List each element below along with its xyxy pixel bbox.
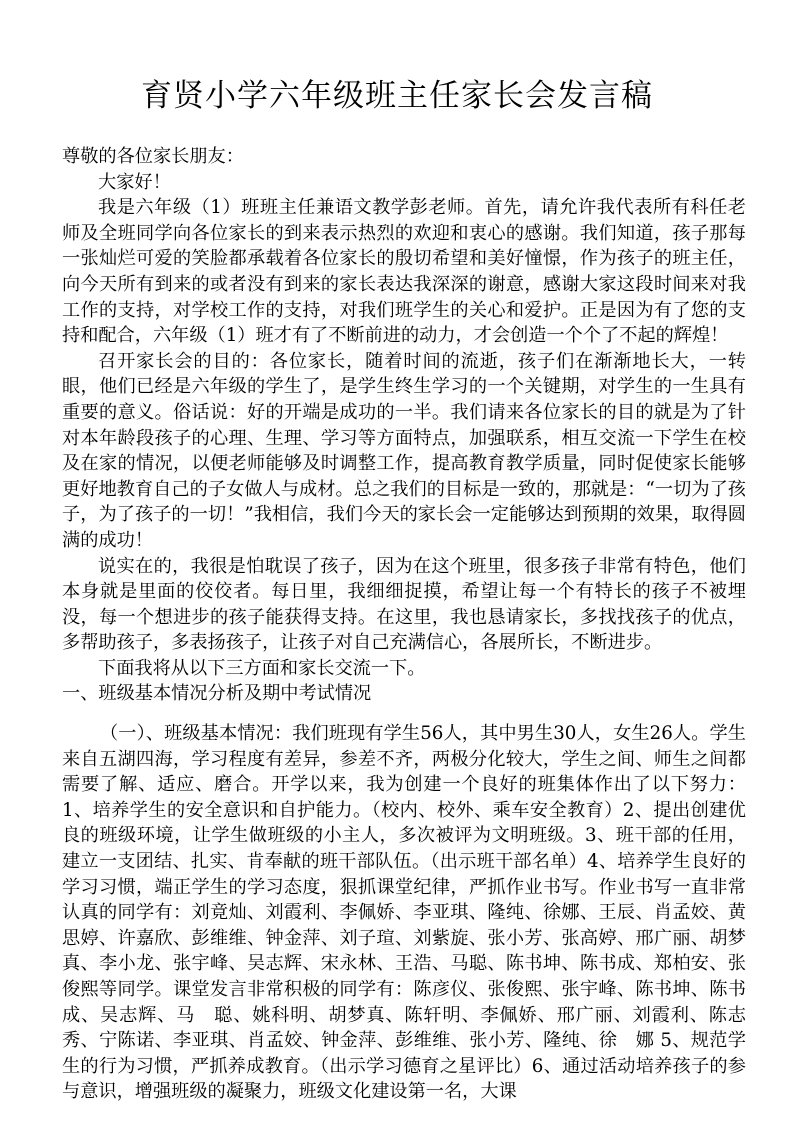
paragraph-honest: 说实在的，我很是怕耽误了孩子，因为在这个班里，很多孩子非常有特色，他们本身就是里面的佼佼者。每日里，我细细捉摸，希望让每一个有特长的孩子不被埋没，每一个想进步的孩子能获得支持。在这里，我也恳请家长，多找找孩子的优点，多帮助孩子，多表扬孩子，让孩子对自己充满信心，各展所长，不断进步。: [62, 555, 746, 654]
paragraph-transition: 下面我将从以下三方面和家长交流一下。: [98, 657, 426, 679]
paragraph-intro: 我是六年级（1）班班主任兼语文教学彭老师。首先，请允许我代表所有科任老师及全班同学向各位家长的到来表示热烈的欢迎和衷心的感谢。我们知道，孩子那每一张灿烂可爱的笑脸都承载着各位家长的殷切希望和美好憧憬，作为孩子的班主任，向今天所有到来的或者没有到来的家长表达我深深的谢意，感谢大家这段时间来对我工作的支持，对学校工作的支持，对我们班学生的关心和爱护。正是因为有了您的支持和配合，六年级（1）班才有了不断前进的动力，才会创造一个个了不起的辉煌！: [62, 197, 746, 347]
greeting: 大家好！: [98, 171, 171, 193]
document-title: 育贤小学六年级班主任家长会发言稿: [141, 78, 653, 114]
paragraph-purpose: 召开家长会的目的：各位家长，随着时间的流逝，孩子们在渐渐地长大，一转眼，他们已经是六年级的学生了，是学生终生学习的一个关键期，对学生的一生具有重要的意义。俗话说：好的开端是成功的一半。我们请来各位家长的目的就是为了针对本年龄段孩子的心理、生理、学习等方面特点，加强联系，相互交流一下学生在校及在家的情况，以便老师能够及时调整工作，提高教育教学质量，同时促使家长能够更好地教育自己的子女做人与成材。总之我们的目标是一致的，那就是：“一切为了孩子，为了孩子的一切！”我相信，我们今天的家长会一定能够达到预期的效果，取得圆满的成功！: [62, 350, 746, 551]
salutation: 尊敬的各位家长朋友：: [62, 146, 244, 167]
section-heading: 一、班级基本情况分析及期中考试情况: [62, 683, 372, 705]
paragraph-basic-situation: （一）、班级基本情况：我们班现有学生56人，其中男生30人，女生26人。学生来自五湖四海，学习程度有差异，参差不齐，两极分化较大，学生之间、师生之间都需要了解、适应、磨合。开学以来，我为创建一个良好的班集体作出了以下努力：1、培养学生的安全意识和自护能力。（校内、校外、乘车安全教育）2、提出创建优良的班级环境，让学生做班级的小主人，多次被评为文明班级。3、班干部的任用，建立一支团结、扎实、肯奉献的班干部队伍。（出示班干部名单）4、培养学生良好的学习习惯，端正学生的学习态度，狠抓课堂纪律，严抓作业书写。作业书写一直非常认真的同学有：刘竟灿、刘霞利、李佩娇、李亚琪、隆纯、徐娜、王辰、肖孟姣、黄思婷、许嘉欣、彭维维、钟金萍、刘子瑄、刘紫旋、张小芳、张高婷、邢广丽、胡梦真、李小龙、张宇峰、吴志辉、宋永林、王浩、马聪、陈书坤、陈书成、郑柏安、张俊熙等同学。课堂发言非常积极的同学有：陈彦仪、张俊熙、张宇峰、陈书坤、陈书成、吴志辉、马 聪、姚科明、胡梦真、陈轩明、李佩娇、邢广丽、刘霞利、陈志秀、宁陈诺、李亚琪、肖孟姣、钟金萍、彭维维、张小芳、隆纯、徐 娜 5、规范学生的行为习惯，严抓养成教育。（出示学习德育之星评比）6、通过活动培养孩子的参与意识，增强班级的凝聚力，班级文化建设第一名，大课: [62, 723, 746, 1103]
section-gap: [62, 707, 746, 721]
document-body: [62, 144, 746, 1105]
